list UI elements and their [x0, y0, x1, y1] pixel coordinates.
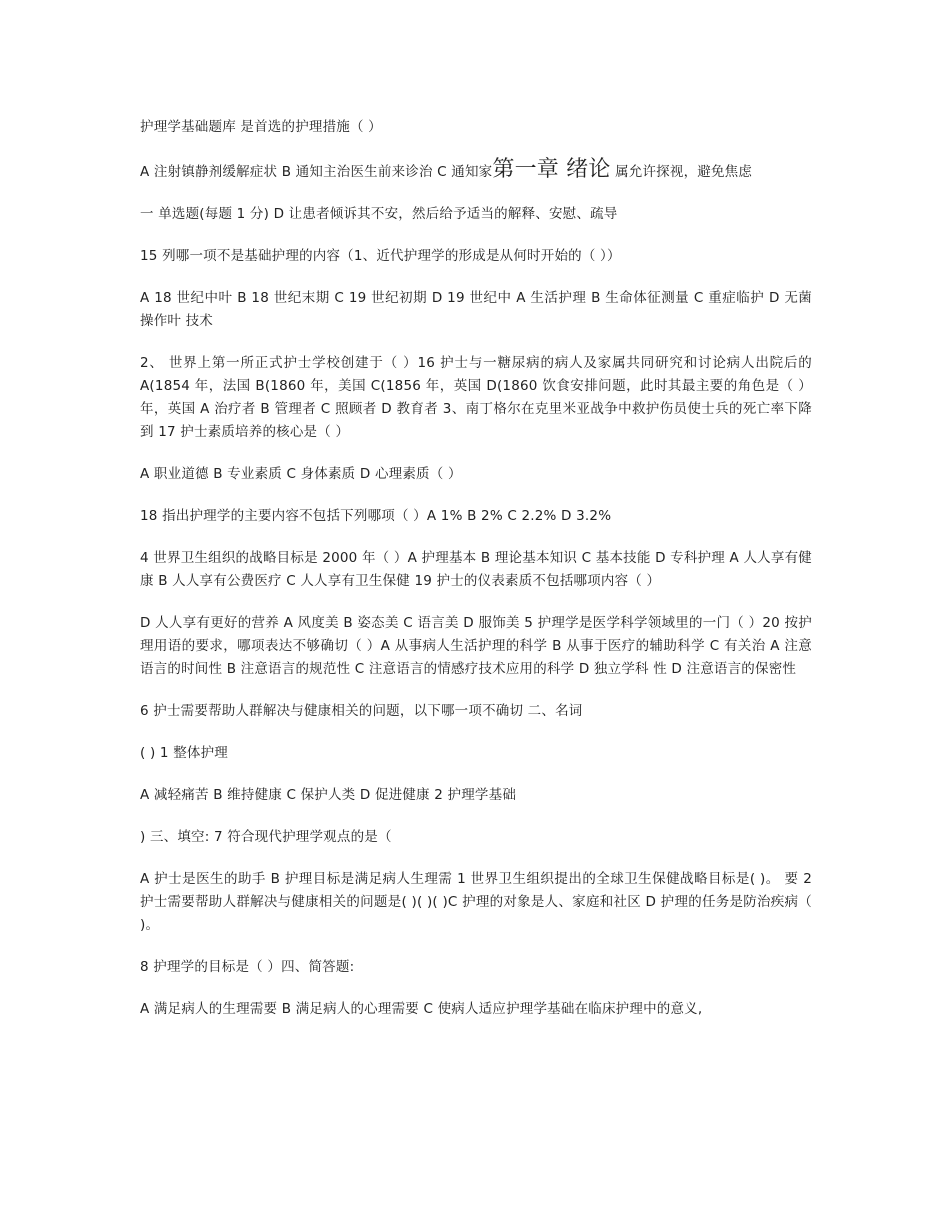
- paragraph-title-line: 护理学基础题库 是首选的护理措施（ ）: [140, 119, 382, 135]
- paragraph-9: D 人人享有更好的营养 A 风度美 B 姿态美 C 语言美 D 服饰美 5 护理学是医学科学领域里的一门（ ）20 按护理用语的要求，哪项表达不够确切（ ）A 从事病人生活护理的科学 B 从事于医疗的辅助科学 C 有关治 A 注意语言的时间性 B 注意语言的规范性 C 注意语言的情感疗技术应用的科学 D 独立学科 性 D 注意语言的保密性: [140, 615, 812, 677]
- paragraph-10: 6 护士需要帮助人群解决与健康相关的问题，以下哪一项不确切 二、名词: [140, 703, 583, 719]
- paragraph-15: 8 护理学的目标是（ ）四、简答题:: [140, 959, 355, 975]
- paragraph-1: [140, 158, 812, 184]
- paragraph-1-before: A 注射镇静剂缓解症状 B 通知主治医生前来诊治 C 通知家: [140, 164, 493, 180]
- paragraph-3: 15 列哪一项不是基础护理的内容（1、近代护理学的形成是从何时开始的（ ））: [140, 248, 621, 264]
- paragraph-1-after: 属允许探视，避免焦虑: [610, 164, 753, 180]
- paragraph-12: A 减轻痛苦 B 维持健康 C 保护人类 D 促进健康 2 护理学基础: [140, 787, 517, 803]
- paragraph-14: A 护士是医生的助手 B 护理目标是满足病人生理需 1 世界卫生组织提出的全球卫生保健战略目标是( )。 要 2 护士需要帮助人群解决与健康相关的问题是( )( )( )C 护理的对象是人、家庭和社区 D 护理的任务是防治疾病（ )。: [140, 871, 812, 933]
- paragraph-16: A 满足病人的生理需要 B 满足病人的心理需要 C 使病人适应护理学基础在临床护理中的意义,: [140, 1001, 703, 1017]
- chapter-heading: 第一章 绪论: [492, 157, 611, 182]
- paragraph-5: 2、 世界上第一所正式护士学校创建于（ ）16 护士与一糖尿病的病人及家属共同研究和讨论病人出院后的 A(1854 年，法国 B(1860 年，美国 C(1856 年，英国 D(1860 饮食安排问题，此时其最主要的角色是（ ）年，英国 A 治疗者 B 管理者 C 照顾者 D 教育者 3、南丁格尔在克里米亚战争中救护伤员使士兵的死亡率下降到 17 护士素质培养的核心是（ ）: [140, 355, 812, 440]
- document-page: [140, 116, 812, 1040]
- paragraph-11: ( ) 1 整体护理: [140, 745, 228, 761]
- paragraph-7: 18 指出护理学的主要内容不包括下列哪项（ ）A 1% B 2% C 2.2% D 3.2%: [140, 508, 612, 524]
- paragraph-6: A 职业道德 B 专业素质 C 身体素质 D 心理素质（ ）: [140, 466, 462, 482]
- paragraph-2: 一 单选题(每题 1 分) D 让患者倾诉其不安，然后给予适当的解释、安慰、疏导: [140, 206, 618, 222]
- paragraph-8: 4 世界卫生组织的战略目标是 2000 年（ ）A 护理基本 B 理论基本知识 C 基本技能 D 专科护理 A 人人享有健康 B 人人享有公费医疗 C 人人享有卫生保健 19 护士的仪表素质不包括哪项内容（ ）: [140, 550, 812, 589]
- paragraph-4: A 18 世纪中叶 B 18 世纪末期 C 19 世纪初期 D 19 世纪中 A 生活护理 B 生命体征测量 C 重症临护 D 无菌操作叶 技术: [140, 290, 812, 329]
- paragraph-13: ) 三、填空: 7 符合现代护理学观点的是（: [140, 829, 392, 845]
